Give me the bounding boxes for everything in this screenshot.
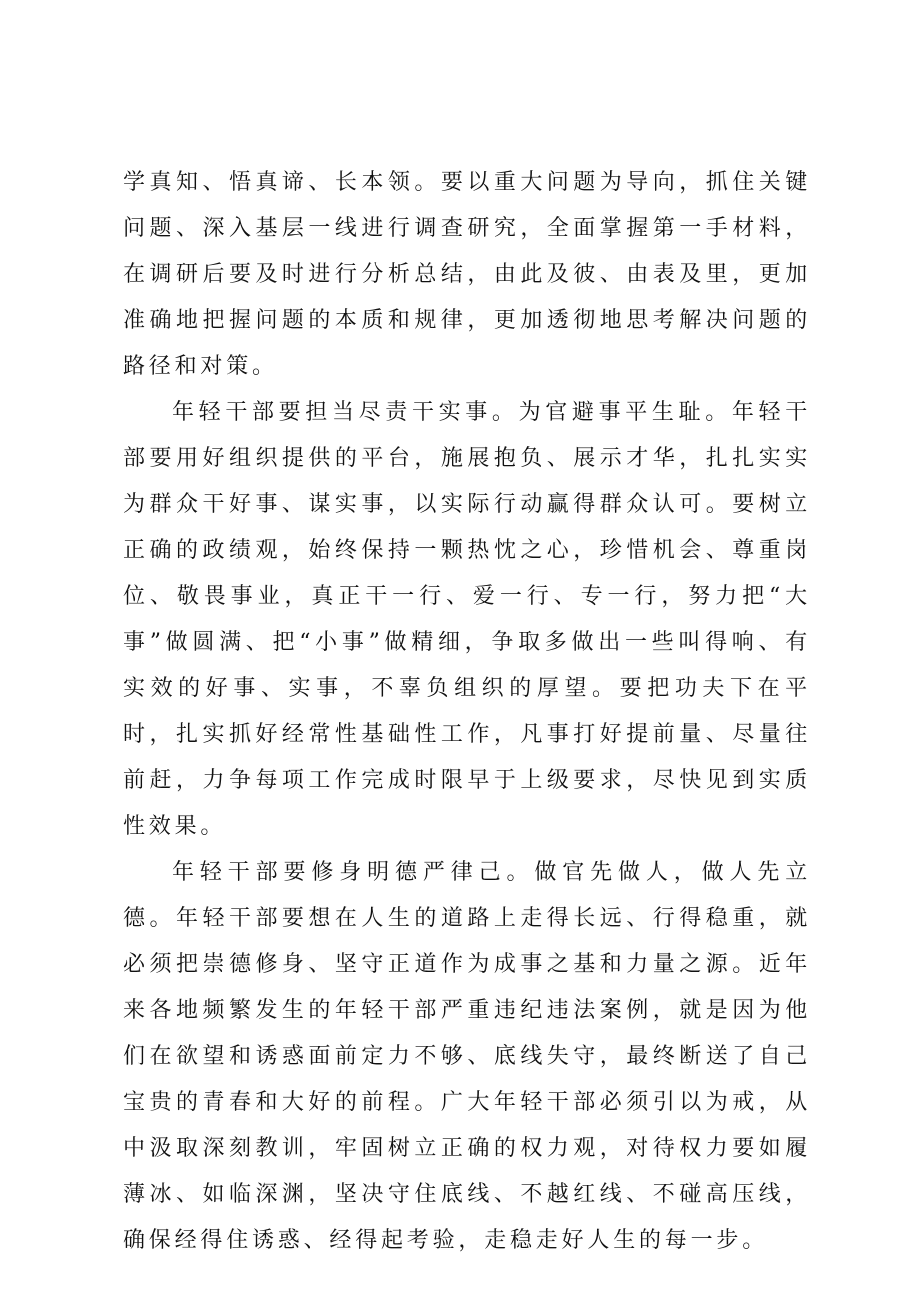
paragraph-2: 年轻干部要担当尽责干实事。为官避事平生耻。年轻干部要用好组织提供的平台，施展抱负、展示才华，扎扎实实为群众干好事、谋实事，以实际行动赢得群众认可。要树立正确的政绩观，始终保持一颗热忱之心，珍惜机会、尊重岗位、敬畏事业，真正干一行、爱一行、专一行，努力把“大事”做圆满、把“小事”做精细，争取多做出一些叫得响、有实效的好事、实事，不辜负组织的厚望。要把功夫下在平时，扎实抓好经常性基础性工作，凡事打好提前量、尽量往前赶，力争每项工作完成时限早于上级要求，尽快见到实质性效果。 xyxy=(123,400,811,839)
document-body xyxy=(123,160,811,1264)
paragraph-1: 学真知、悟真谛、长本领。要以重大问题为导向，抓住关键问题、深入基层一线进行调查研究，全面掌握第一手材料，在调研后要及时进行分析总结，由此及彼、由表及里，更加准确地把握问题的本质和规律，更加透彻地思考解决问题的路径和对策。 xyxy=(123,170,811,379)
paragraph-3: 年轻干部要修身明德严律己。做官先做人，做人先立德。年轻干部要想在人生的道路上走得长远、行得稳重，就必须把崇德修身、坚守正道作为成事之基和力量之源。近年来各地频繁发生的年轻干部严重违纪违法案例，就是因为他们在欲望和诱惑面前定力不够、底线失守，最终断送了自己宝贵的青春和大好的前程。广大年轻干部必须引以为戒，从中汲取深刻教训，牢固树立正确的权力观，对待权力要如履薄冰、如临深渊，坚决守住底线、不越红线、不碰高压线，确保经得住诱惑、经得起考验，走稳走好人生的每一步。 xyxy=(123,860,811,1253)
